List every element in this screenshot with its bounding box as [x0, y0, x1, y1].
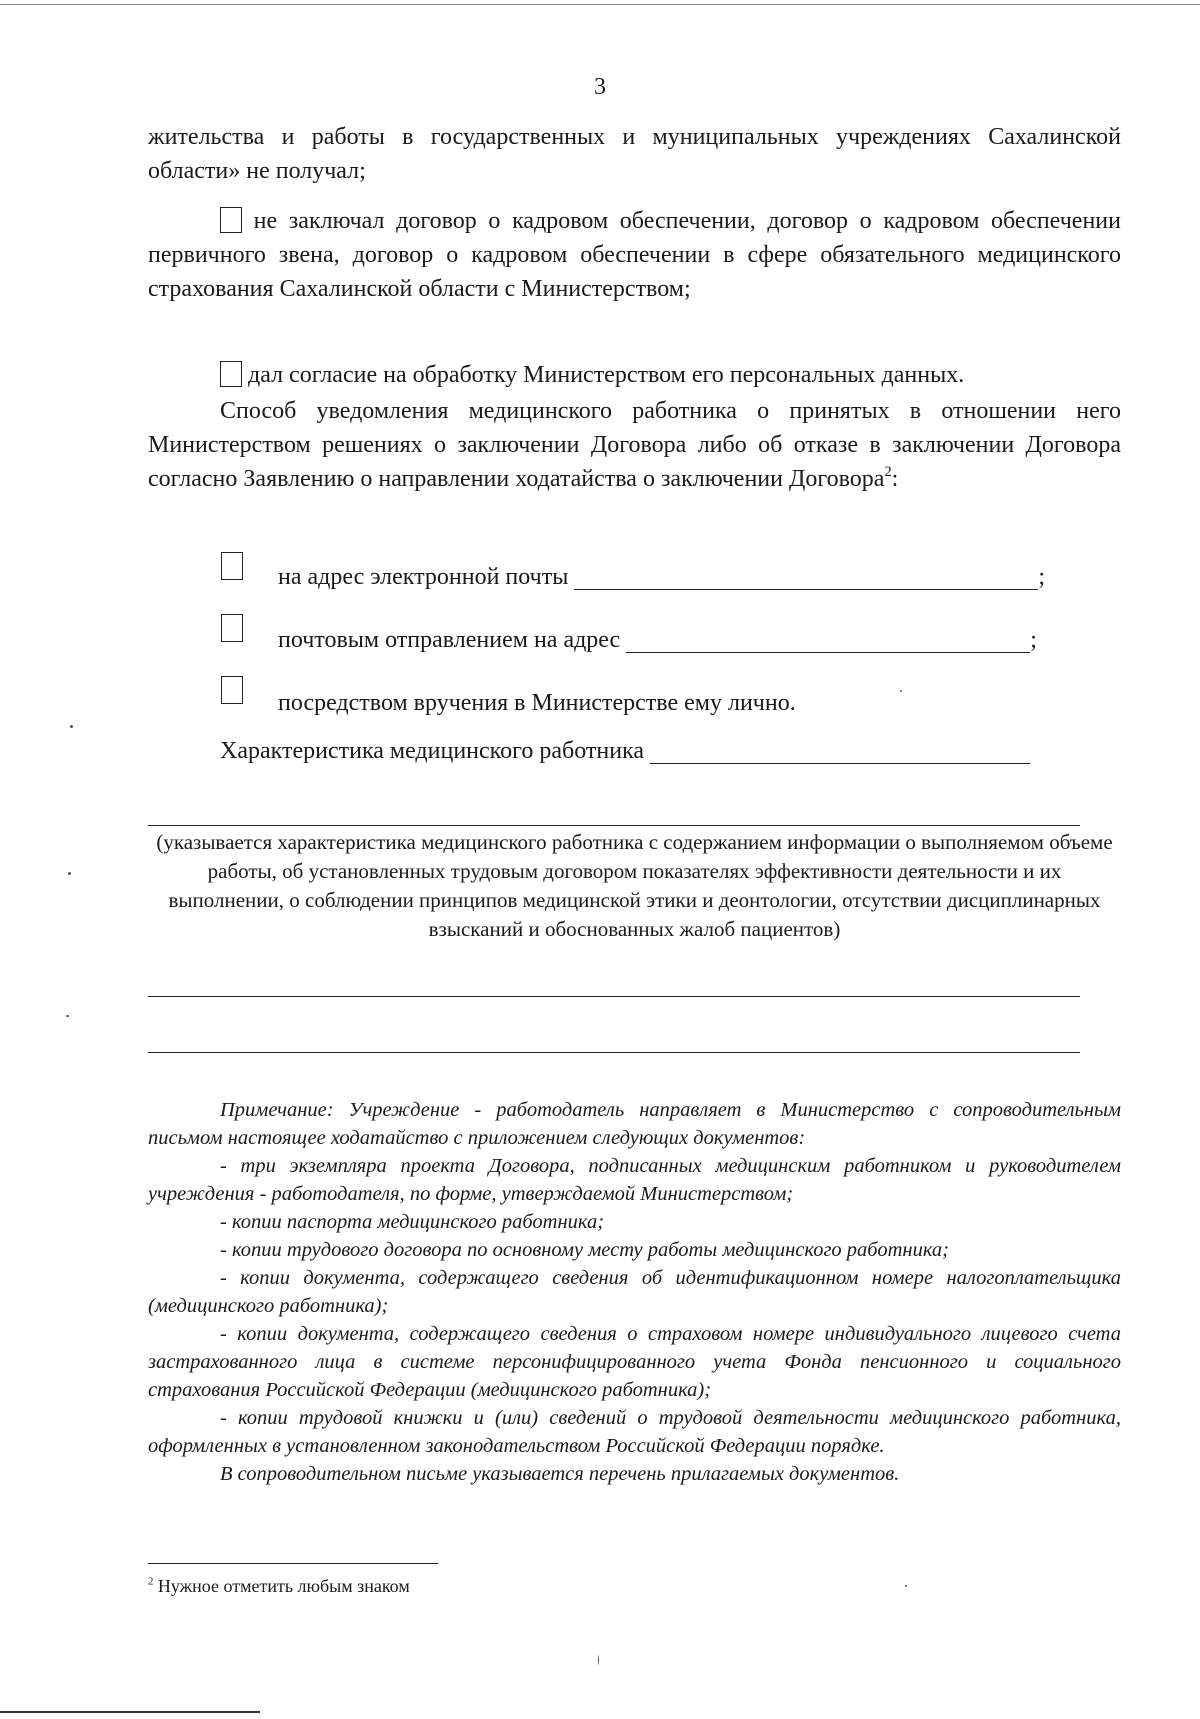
notification-method-paragraph: Способ уведомления медицинского работника о принятых в отношении него Министерством решениях о заключении Договора либо об отказе в заключении Договора согласно Заявлению о направлении ходатайства о заключении Договора$^2$:	[148, 398, 1121, 492]
note-item: - копии документа, содержащего сведения об идентификационном номере налогоплательщика (медицинского работника);	[148, 1267, 1121, 1317]
note-intro: Примечание: Учреждение - работодатель направляет в Министерство с сопроводительным письмом настоящее ходатайство с приложением следующих документов:	[148, 1099, 1121, 1149]
note-item: - копии паспорта медицинского работника;	[220, 1211, 605, 1233]
email-blank-field[interactable]	[574, 563, 1038, 590]
notification-method-text: Способ уведомления медицинского работника о принятых в отношении него Министерством решениях о заключении Договора либо об отказе в заключении Договора согласно Заявлению о направлении ходатайства о заключении Договора	[148, 398, 1121, 492]
note-item: - копии документа, содержащего сведения о страховом номере индивидуального лицевого счета застрахованного лица в системе персонифицированного учета Фонда пенсионного и социального страхования Российской Федерации (медицинского работника);	[148, 1323, 1121, 1401]
characteristic-blank-field[interactable]	[650, 737, 1030, 764]
option-post: почтовым отправлением на адрес ;	[278, 627, 1037, 653]
page-number: 3	[594, 74, 606, 100]
scan-speck	[900, 690, 902, 692]
checkbox-post[interactable]	[221, 614, 243, 642]
scan-speck	[70, 725, 73, 728]
scan-speck	[905, 1585, 907, 1587]
option-in-person: посредством вручения в Министерстве ему лично.	[278, 690, 796, 716]
checkbox-consent-label: дал согласие на обработку Министерством его персональных данных.	[248, 362, 965, 388]
scan-speck	[66, 1015, 69, 1017]
characteristic-rule-3[interactable]	[148, 1052, 1080, 1053]
note-item: - копии трудовой книжки и (или) сведений о трудовой деятельности медицинского работника, оформленных в установленном законодательством Российской Федерации порядке.	[148, 1407, 1121, 1457]
scan-speck	[598, 1655, 599, 1665]
paragraph-continuation: жительства и работы в государственных и муниципальных учреждениях Сахалинской области» не получал;	[148, 124, 1121, 184]
characteristic-rule-1[interactable]	[148, 825, 1080, 826]
scan-bottom-edge	[0, 1711, 260, 1713]
note-section	[148, 1096, 1121, 1488]
note-item: - копии трудового договора по основному месту работы медицинского работника;	[220, 1239, 949, 1261]
characteristic-rule-2[interactable]	[148, 996, 1080, 997]
postal-address-blank-field[interactable]	[626, 626, 1030, 653]
characteristic-caption: (указывается характеристика медицинского работника с содержанием информации о выполняемом объеме работы, об установленных трудовым договором показателях эффективности деятельности и их выполнении, о соблюдении принципов медицинской этики и деонтологии, отсутствии дисциплинарных взысканий и обоснованных жалоб пациентов)	[156, 830, 1113, 941]
note-closing: В сопроводительном письме указывается перечень прилагаемых документов.	[220, 1463, 900, 1485]
characteristic-line: Характеристика медицинского работника	[220, 734, 1030, 768]
scan-top-edge	[0, 4, 1200, 5]
note-item: - три экземпляра проекта Договора, подписанных медицинским работником и руководителем учреждения - работодателя, по форме, утверждаемой Министерством;	[148, 1155, 1121, 1205]
option-email: на адрес электронной почты ;	[278, 564, 1045, 590]
scan-speck	[68, 872, 71, 875]
checkbox-email[interactable]	[221, 552, 243, 580]
footnote: $^2$ Нужное отметить любым знаком	[148, 1575, 410, 1596]
checkbox-consent[interactable]	[220, 361, 242, 387]
footnote-ref: 2	[884, 463, 892, 480]
checkbox-no-contract[interactable]	[220, 207, 242, 233]
footnote-rule	[148, 1563, 438, 1564]
checkbox-statement-contract	[148, 204, 1121, 306]
checkbox-no-contract-label: не заключал договор о кадровом обеспечении, договор о кадровом обеспечении первичного звена, договор о кадровом обеспечении в сфере обязательного медицинского страхования Сахалинской области с Министерством;	[148, 208, 1121, 302]
checkbox-in-person[interactable]	[221, 676, 243, 704]
checkbox-statement-consent	[148, 358, 1121, 392]
